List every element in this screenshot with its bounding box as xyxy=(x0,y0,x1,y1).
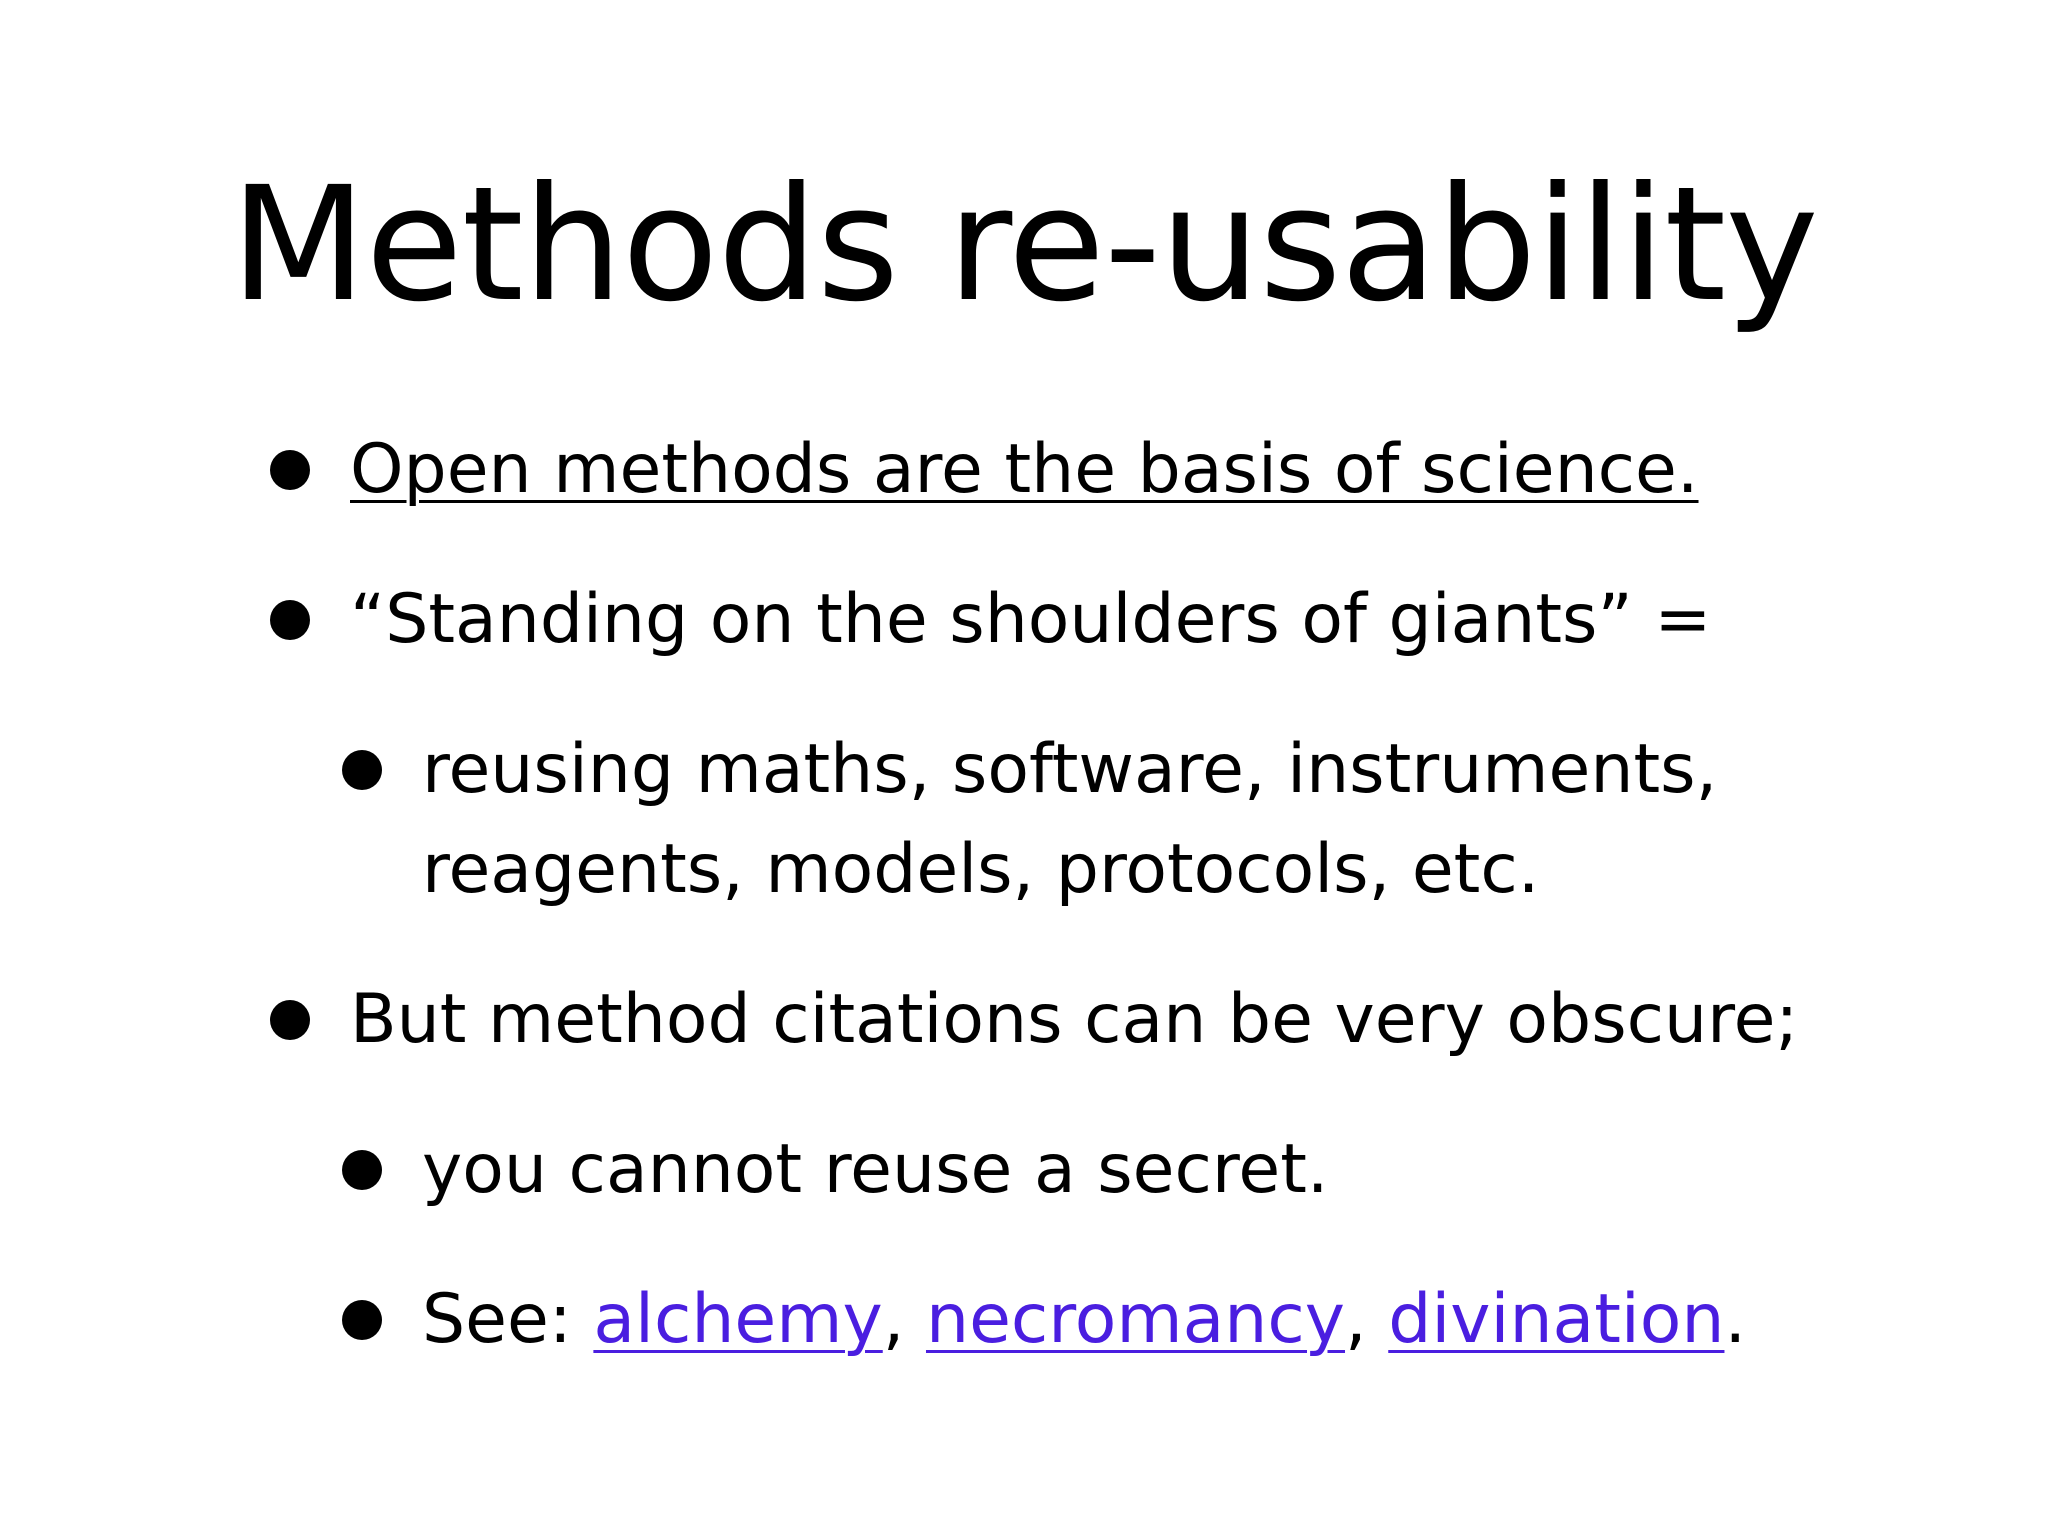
bullet-text: Open methods are the basis of science. xyxy=(350,430,1699,509)
see-prefix: See: xyxy=(422,1280,594,1359)
link-divination[interactable]: divination xyxy=(1388,1280,1725,1359)
link-necromancy[interactable]: necromancy xyxy=(925,1280,1346,1359)
bullet-item xyxy=(350,970,1798,1070)
bullet-dot-icon xyxy=(342,750,382,790)
bullet-text: But method citations can be very obscure; xyxy=(350,980,1799,1059)
bullet-item xyxy=(350,420,1699,520)
bullet-dot-icon xyxy=(342,1150,382,1190)
link-separator: , xyxy=(1345,1280,1389,1359)
sub-bullet-item xyxy=(422,720,1717,920)
bullet-text: you cannot reuse a secret. xyxy=(422,1130,1329,1209)
link-alchemy[interactable]: alchemy xyxy=(593,1280,883,1359)
sub-bullet-item xyxy=(422,1120,1328,1220)
bullet-dot-icon xyxy=(270,1000,310,1040)
bullet-text-line: reusing maths, software, instruments, xyxy=(422,730,1718,809)
sub-bullet-item xyxy=(422,1270,1746,1370)
slide-title: Methods re-usability xyxy=(230,153,1818,337)
bullet-text: “Standing on the shoulders of giants” = xyxy=(350,580,1712,659)
see-suffix: . xyxy=(1724,1280,1747,1359)
bullet-item xyxy=(350,570,1711,670)
bullet-dot-icon xyxy=(270,450,310,490)
bullet-dot-icon xyxy=(342,1300,382,1340)
link-separator: , xyxy=(882,1280,926,1359)
bullet-dot-icon xyxy=(270,600,310,640)
bullet-text-line: reagents, models, protocols, etc. xyxy=(422,830,1540,909)
